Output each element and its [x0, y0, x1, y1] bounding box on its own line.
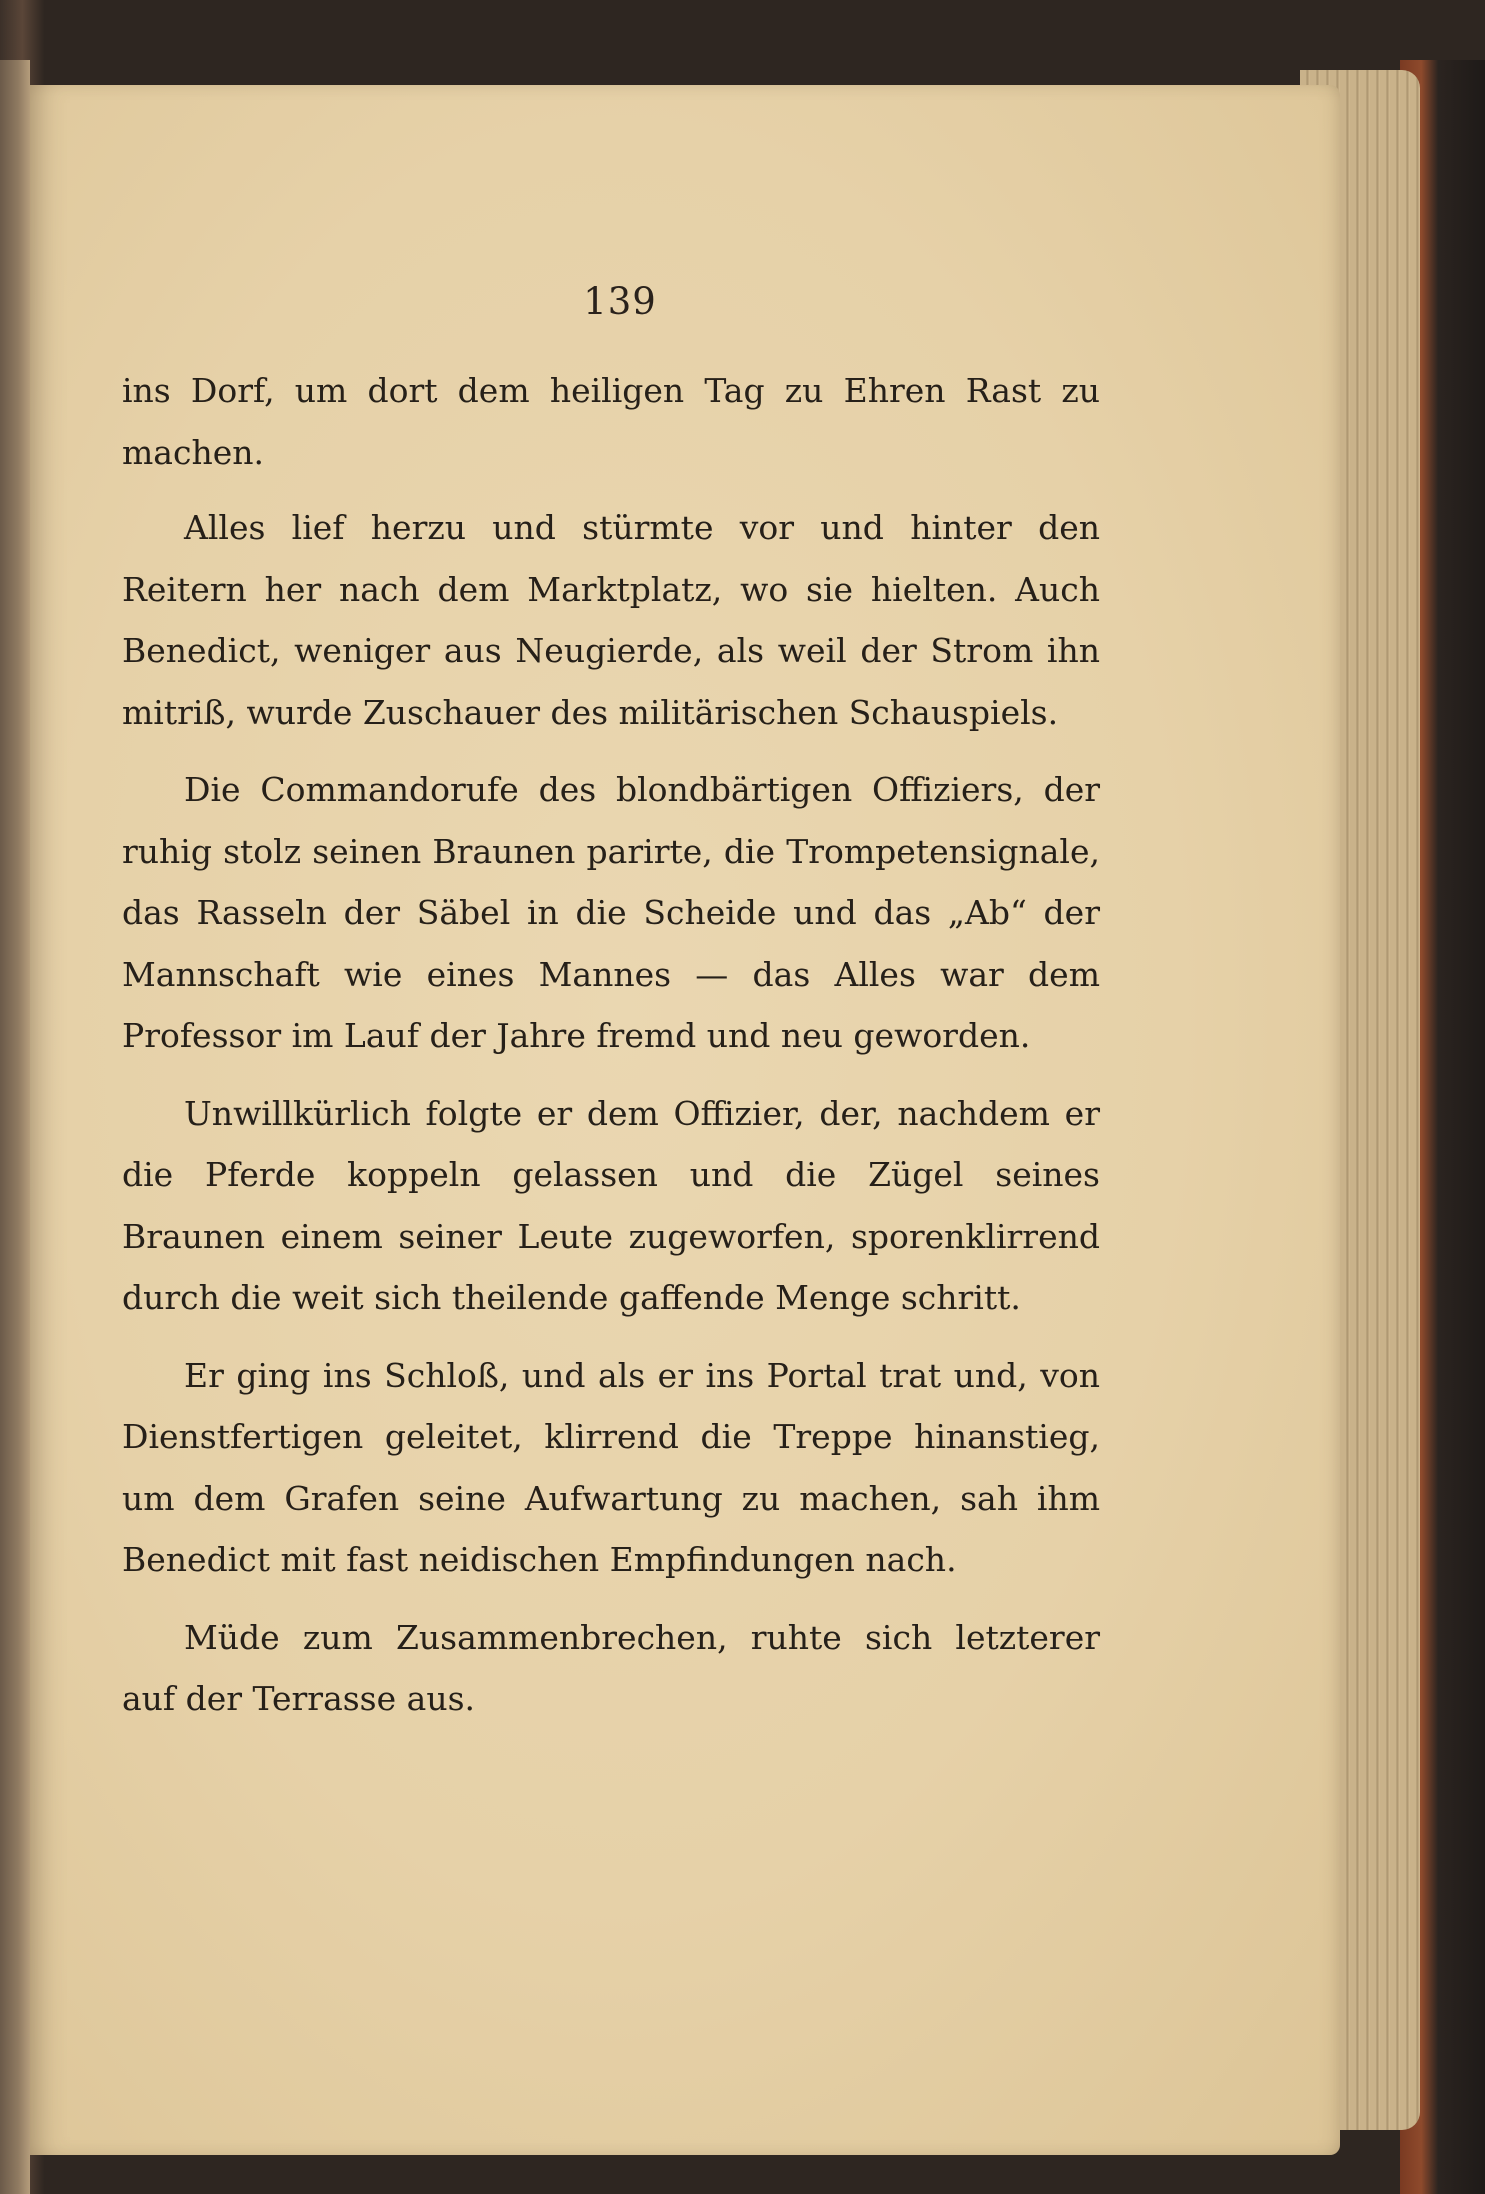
- paragraph-2: Alles lief herzu und stürmte vor und hinter den Reitern her nach dem Marktplatz, wo sie hielten. Auch Benedict, weniger aus Neugierde, als weil der Strom ihn mitriß, wurde Zuschauer des militärischen Schauspiels.: [122, 508, 1100, 732]
- page-number: 139: [583, 280, 657, 323]
- book-page: [30, 85, 1340, 2155]
- paragraph-4: Unwillkürlich folgte er dem Offizier, der, nachdem er die Pferde koppeln gelassen und die Zügel seines Braunen einem seiner Leute zugeworfen, sporenklirrend durch die weit sich theilende gaffende Menge schritt.: [122, 1093, 1100, 1317]
- paragraph-5: Er ging ins Schloß, und als er ins Portal trat und, von Dienstfertigen geleitet, klirrend die Treppe hinanstieg, um dem Grafen seine Aufwartung zu machen, sah ihm Benedict mit fast neidischen Empfindungen nach.: [122, 1355, 1100, 1579]
- paragraph-1: ins Dorf, um dort dem heiligen Tag zu Ehren Rast zu machen.: [122, 371, 1100, 472]
- page-text: [122, 360, 1100, 1746]
- left-cover-edge: [0, 60, 30, 2194]
- paragraph-3: Die Commandorufe des blondbärtigen Offiziers, der ruhig stolz seinen Braunen parirte, die Trompetensignale, das Rasseln der Säbel in die Scheide und das „Ab“ der Mannschaft wie eines Mannes — das Alles war dem Professor im Lauf der Jahre fremd und neu geworden.: [122, 770, 1100, 1055]
- paragraph-6: Müde zum Zusammenbrechen, ruhte sich letzterer auf der Terrasse aus.: [122, 1617, 1100, 1718]
